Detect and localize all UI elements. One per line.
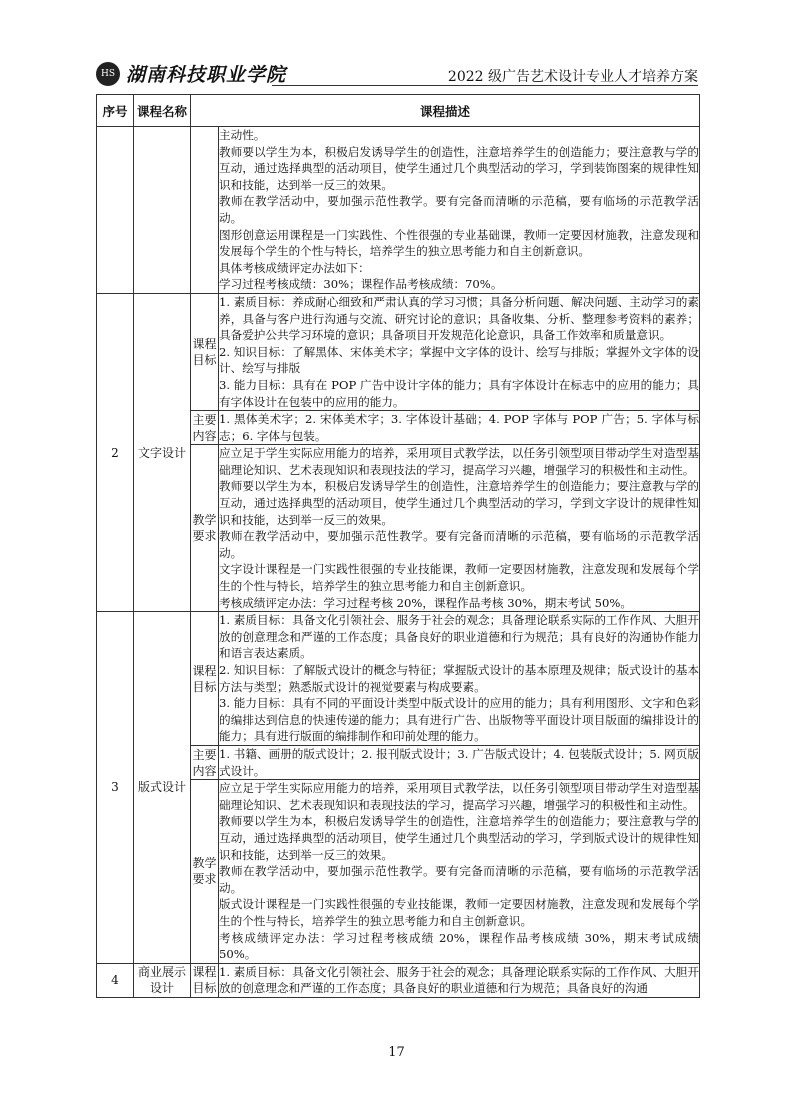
row2-num: 2	[97, 293, 134, 611]
row4-goal-label: 课程目标	[191, 963, 219, 997]
row4-name: 商业展示设计	[134, 963, 191, 997]
page-header	[96, 58, 698, 88]
row2-content-label: 主要内容	[191, 411, 219, 445]
table-row	[97, 127, 700, 294]
row3-num: 3	[97, 612, 134, 963]
row4-num: 4	[97, 963, 134, 997]
table-header-row	[97, 95, 700, 127]
row4-goal-desc: 1. 素质目标：具备文化引领社会、服务于社会的观念；具备理论联系实际的工作作风、大胆开放的创意理念和严谨的工作态度；具备良好的职业道德和行为规范；具备良好的沟通	[219, 963, 700, 997]
row3-content-label: 主要内容	[191, 745, 219, 779]
header-course-desc: 课程描述	[191, 95, 700, 127]
page-number: 17	[388, 1045, 405, 1060]
header-rule	[272, 85, 698, 86]
row2-goal-label: 课程目标	[191, 293, 219, 410]
row1-name	[134, 127, 191, 294]
row2-goal-desc: 1. 素质目标：养成耐心细致和严肃认真的学习习惯；具备分析问题、解决问题、主动学习的素养，具备与客户进行沟通与交流、研究讨论的意识；具备收集、分析、整理参考资料的素养；具备爱护公共学习环境的意识；具备项目开发规范化论意识，具备工作效率和质量意识。 2. 知识目标：了解黑体、宋体美术字；掌握中文字体的设计、绘写与排版；掌握外文字体的设计、绘写与排版 3. 能力目标：具有在 POP 广告中设计字体的能力；具有字体设计在标志中的应用的能力；具有字体设计在包装中的应用的能力。	[219, 293, 700, 410]
header-course-name: 课程名称	[134, 95, 191, 127]
school-seal-icon: HS	[96, 62, 120, 86]
row1-num	[97, 127, 134, 294]
table-row	[97, 293, 700, 410]
school-name: 湖南科技职业学院	[126, 64, 287, 86]
school-logo	[96, 60, 286, 87]
row3-req-desc: 应立足于学生实际应用能力的培养，采用项目式教学法，以任务引领型项目带动学生对造型基础理论知识、艺术表现知识和表现技法的学习，提高学习兴趣，增强学习的积极性和主动性。 教师要以学生为本，积极启发诱导学生的创造性，注意培养学生的创造能力；要注意教与学的互动，通过选择典型的活动项目，使学生通过几个典型活动的学习，学到版式设计的规律性知识和技能，达到举一反三的效果。 教师在教学活动中，要加强示范性教学。要有完备而清晰的示范稿，要有临场的示范教学活动。 版式设计课程是一门实践性很强的专业技能课，教师一定要因材施教，注意发现和发展每个学生的个性与特长，培养学生的独立思考能力和自主创新意识。 考核成绩评定办法：学习过程考核成绩 20%，课程作品考核成绩 30%，期末考试成绩 50%。	[219, 780, 700, 964]
row3-goal-label: 课程目标	[191, 612, 219, 746]
row1-desc: 主动性。 教师要以学生为本，积极启发诱导学生的创造性，注意培养学生的创造能力；要注意教与学的互动，通过选择典型的活动项目，使学生通过几个典型活动的学习，学到装饰图案的规律性知识和技能，达到举一反三的效果。 教师在教学活动中，要加强示范性教学。要有完备而清晰的示范稿，要有临场的示范教学活动。 图形创意运用课程是一门实践性、个性很强的专业基础课，教师一定要因材施教，注意发现和发展每个学生的个性与特长，培养学生的独立思考能力和自主创新意识。 具体考核成绩评定办法如下： 学习过程考核成绩：30%；课程作品考核成绩：70%。	[219, 127, 700, 294]
course-table	[96, 94, 700, 998]
table-row	[97, 612, 700, 746]
document-title: 2022 级广告艺术设计专业人才培养方案	[447, 69, 698, 85]
row2-content-desc: 1. 黑体美术字；2. 宋体美术字；3. 字体设计基础；4. POP 字体与 POP 广告；5. 字体与标志；6. 字体与包装。	[219, 411, 700, 445]
row3-content-desc: 1. 书籍、画册的版式设计；2. 报刊版式设计；3. 广告版式设计；4. 包装版式设计；5. 网页版式设计。	[219, 745, 700, 779]
row2-req-desc: 应立足于学生实际应用能力的培养，采用项目式教学法，以任务引领型项目带动学生对造型基础理论知识、艺术表现知识和表现技法的学习，提高学习兴趣，增强学习的积极性和主动性。 教师要以学生为本，积极启发诱导学生的创造性，注意培养学生的创造能力；要注意教与学的互动，通过选择典型的活动项目，使学生通过几个典型活动的学习，学到文字设计的规律性知识和技能，达到举一反三的效果。 教师在教学活动中，要加强示范性教学。要有完备而清晰的示范稿，要有临场的示范教学活动。 文字设计课程是一门实践性很强的专业技能课，教师一定要因材施教，注意发现和发展每个学生的个性与特长，培养学生的独立思考能力和自主创新意识。 考核成绩评定办法：学习过程考核 20%，课程作品考核 30%，期末考试 50%。	[219, 445, 700, 612]
table-row	[97, 963, 700, 997]
row3-req-label: 教学要求	[191, 780, 219, 964]
row2-name: 文字设计	[134, 293, 191, 611]
row3-goal-desc: 1. 素质目标：具备文化引领社会、服务于社会的观念；具备理论联系实际的工作作风、大胆开放的创意理念和严谨的工作态度；具备良好的职业道德和行为规范；具有良好的沟通协作能力和语言表达素质。 2. 知识目标：了解版式设计的概念与特征；掌握版式设计的基本原理及规律；版式设计的基本方法与类型；熟悉版式设计的视觉要素与构成要素。 3. 能力目标：具有不同的平面设计类型中版式设计的应用的能力；具有利用图形、文字和色彩的编排达到信息的快速传递的能力；具有进行广告、出版物等平面设计项目版面的编排设计的能力；具有进行版面的编排制作和印前处理的能力。	[219, 612, 700, 746]
header-num: 序号	[97, 95, 134, 127]
row3-name: 版式设计	[134, 612, 191, 963]
row2-req-label: 教学要求	[191, 445, 219, 612]
row1-sub	[191, 127, 219, 294]
